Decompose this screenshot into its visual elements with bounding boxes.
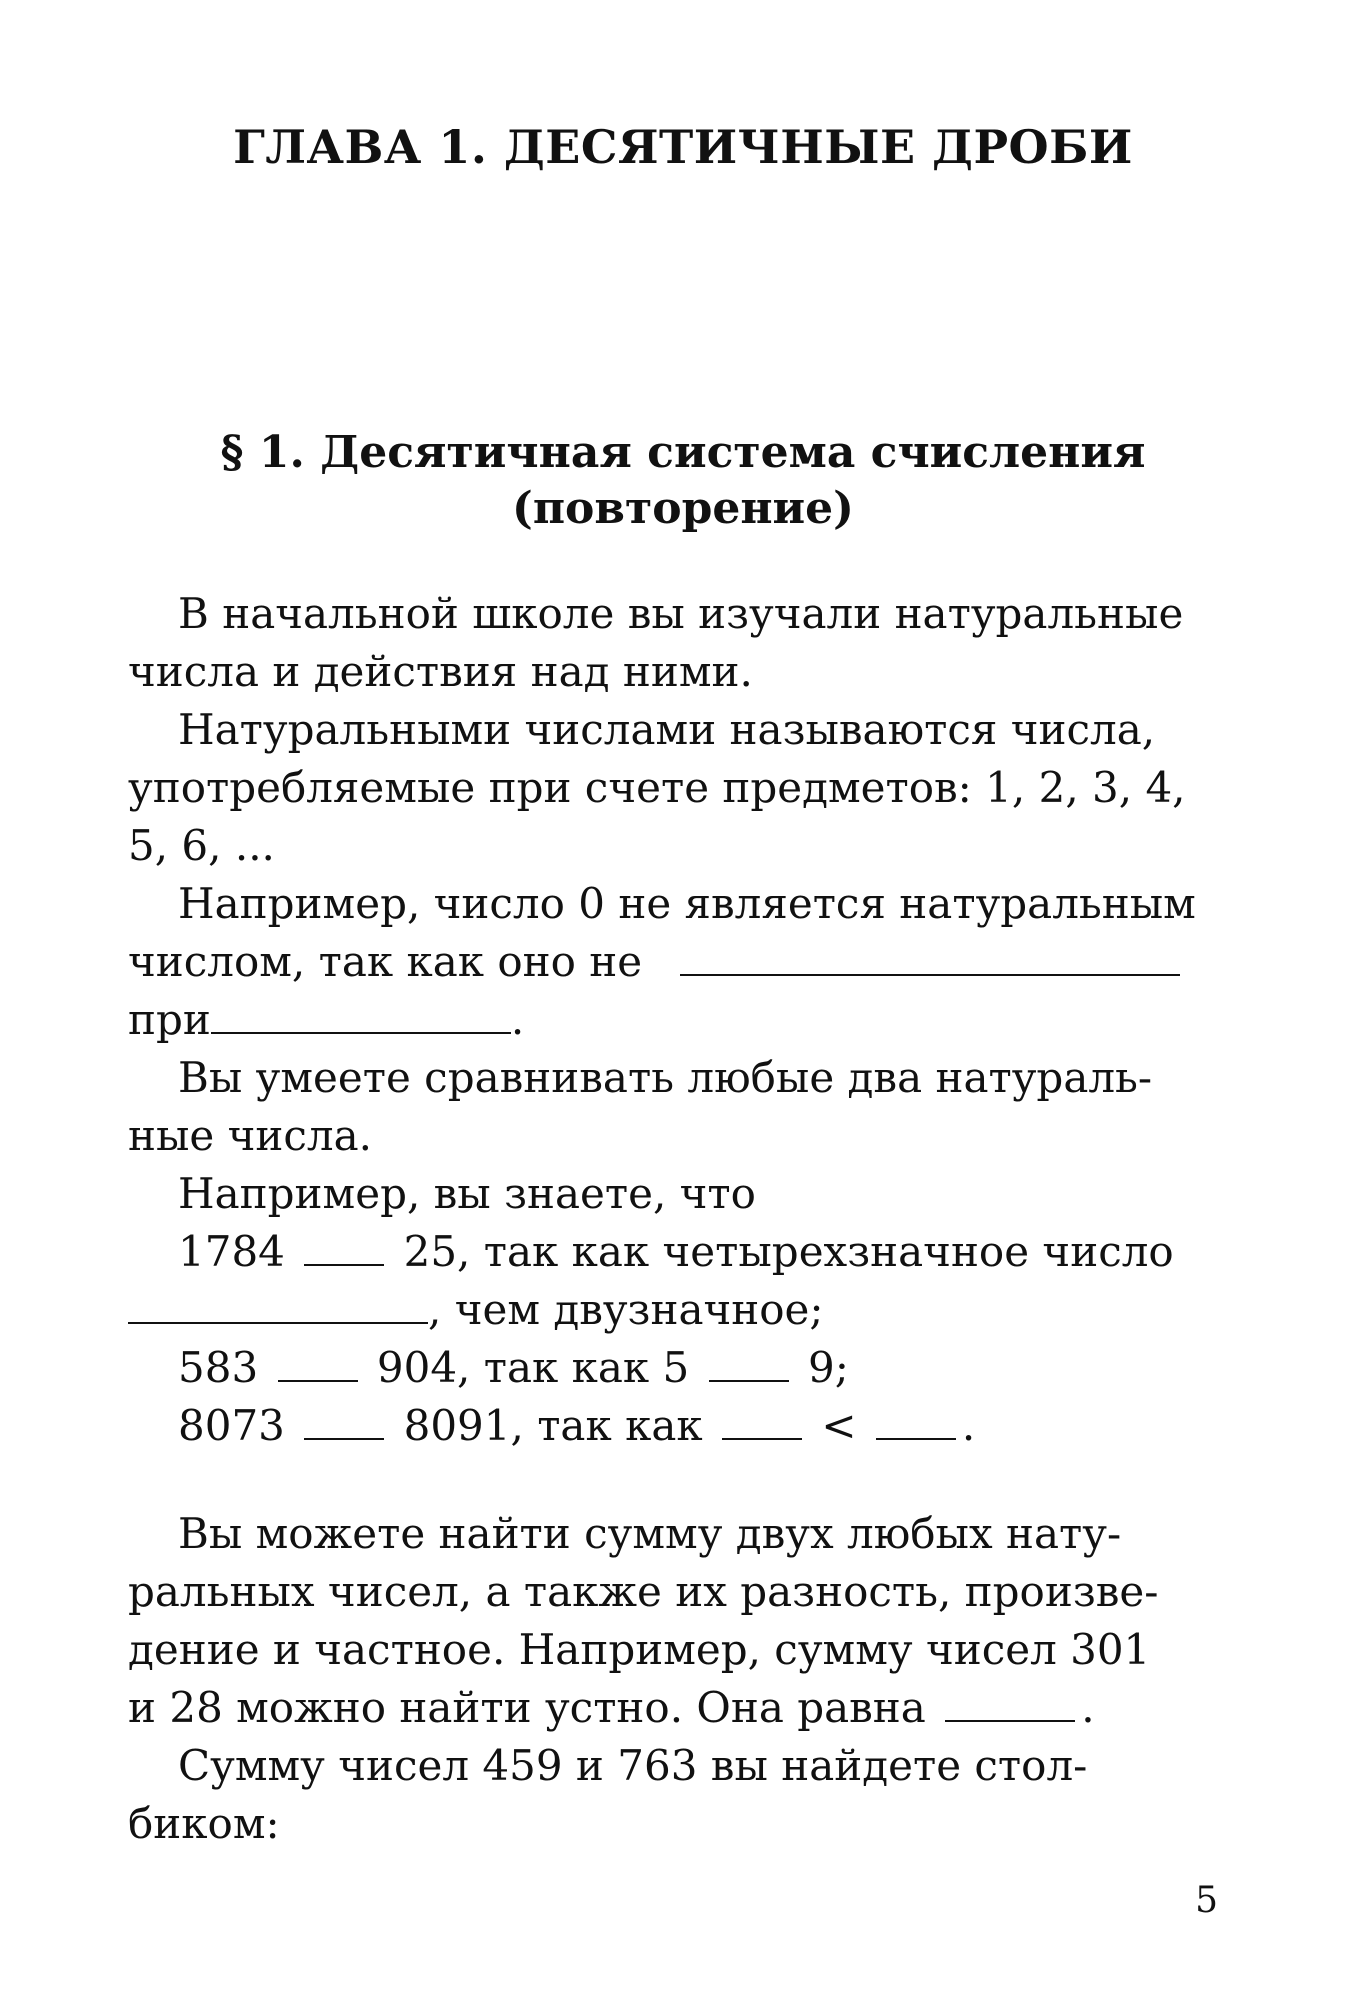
- fill-in-text: 9;: [807, 1343, 849, 1392]
- paragraph-line: Вы умеете сравнивать любые два натураль-: [178, 1053, 1153, 1102]
- paragraph-line: В начальной школе вы изучали натуральные: [178, 589, 1184, 638]
- fill-in-text: числом, так как оно не: [128, 937, 643, 986]
- comparison-line: [178, 1339, 1218, 1397]
- fill-in-text: 904, так как 5: [376, 1343, 690, 1392]
- fill-in-text: и 28 можно найти устно. Она равна: [128, 1683, 926, 1732]
- paragraph-line: Натуральными числами называются числа,: [178, 705, 1156, 754]
- paragraph-line: [128, 991, 1218, 1049]
- page-number: 5: [1195, 1880, 1218, 1921]
- number: 1784: [178, 1227, 285, 1276]
- comparison-line: [128, 1281, 1218, 1339]
- section-title-line2: (повторение): [512, 483, 854, 534]
- paragraph-line: Сумму чисел 459 и 763 вы найдете стол-: [178, 1741, 1088, 1790]
- fill-in-text: 25, так как четырехзначное число: [403, 1227, 1174, 1276]
- fill-in-text: .: [1081, 1683, 1095, 1732]
- answer-blank[interactable]: [304, 1234, 384, 1266]
- chapter-title: ГЛАВА 1. ДЕСЯТИЧНЫЕ ДРОБИ: [233, 120, 1133, 174]
- paragraph-line: [128, 933, 1218, 991]
- answer-blank[interactable]: [876, 1408, 956, 1440]
- paragraph-line: 5, 6, ...: [128, 821, 275, 870]
- answer-blank[interactable]: [304, 1408, 384, 1440]
- comparison-line: [178, 1397, 1218, 1455]
- answer-blank[interactable]: [278, 1350, 358, 1382]
- number: 583: [178, 1343, 259, 1392]
- paragraph-line: Вы можете найти сумму двух любых нату-: [178, 1509, 1122, 1558]
- paragraph-line: Например, число 0 не является натуральным: [178, 879, 1196, 928]
- answer-blank[interactable]: [722, 1408, 802, 1440]
- fill-in-text: при: [128, 995, 211, 1044]
- fill-in-text: , чем двузначное;: [428, 1285, 824, 1334]
- paragraph-line: биком:: [128, 1799, 280, 1848]
- fill-in-text: 8091, так как: [403, 1401, 703, 1450]
- fill-in-text: .: [961, 1401, 976, 1450]
- paragraph-line: употребляемые при счете предметов: 1, 2, 3, 4,: [128, 763, 1186, 812]
- answer-blank[interactable]: [211, 1002, 511, 1034]
- fill-in-text: .: [510, 995, 525, 1044]
- section-title: [0, 425, 1366, 537]
- answer-blank[interactable]: [709, 1350, 789, 1382]
- section-title-line1: § 1. Десятичная система счисления: [220, 427, 1146, 478]
- comparison-line: [178, 1223, 1218, 1281]
- answer-blank[interactable]: [945, 1690, 1075, 1722]
- paragraph-line: ральных чисел, а также их разность, произве-: [128, 1567, 1159, 1616]
- paragraph-line: дение и частное. Например, сумму чисел 301: [128, 1625, 1151, 1674]
- less-than-sign: <: [821, 1401, 857, 1450]
- paragraph-line: числа и действия над ними.: [128, 647, 753, 696]
- paragraph-line: Например, вы знаете, что: [178, 1169, 756, 1218]
- paragraph-line: [128, 1679, 1218, 1737]
- paragraph-line: ные числа.: [128, 1111, 372, 1160]
- answer-blank[interactable]: [128, 1292, 428, 1324]
- answer-blank[interactable]: [680, 944, 1180, 976]
- number: 8073: [178, 1401, 285, 1450]
